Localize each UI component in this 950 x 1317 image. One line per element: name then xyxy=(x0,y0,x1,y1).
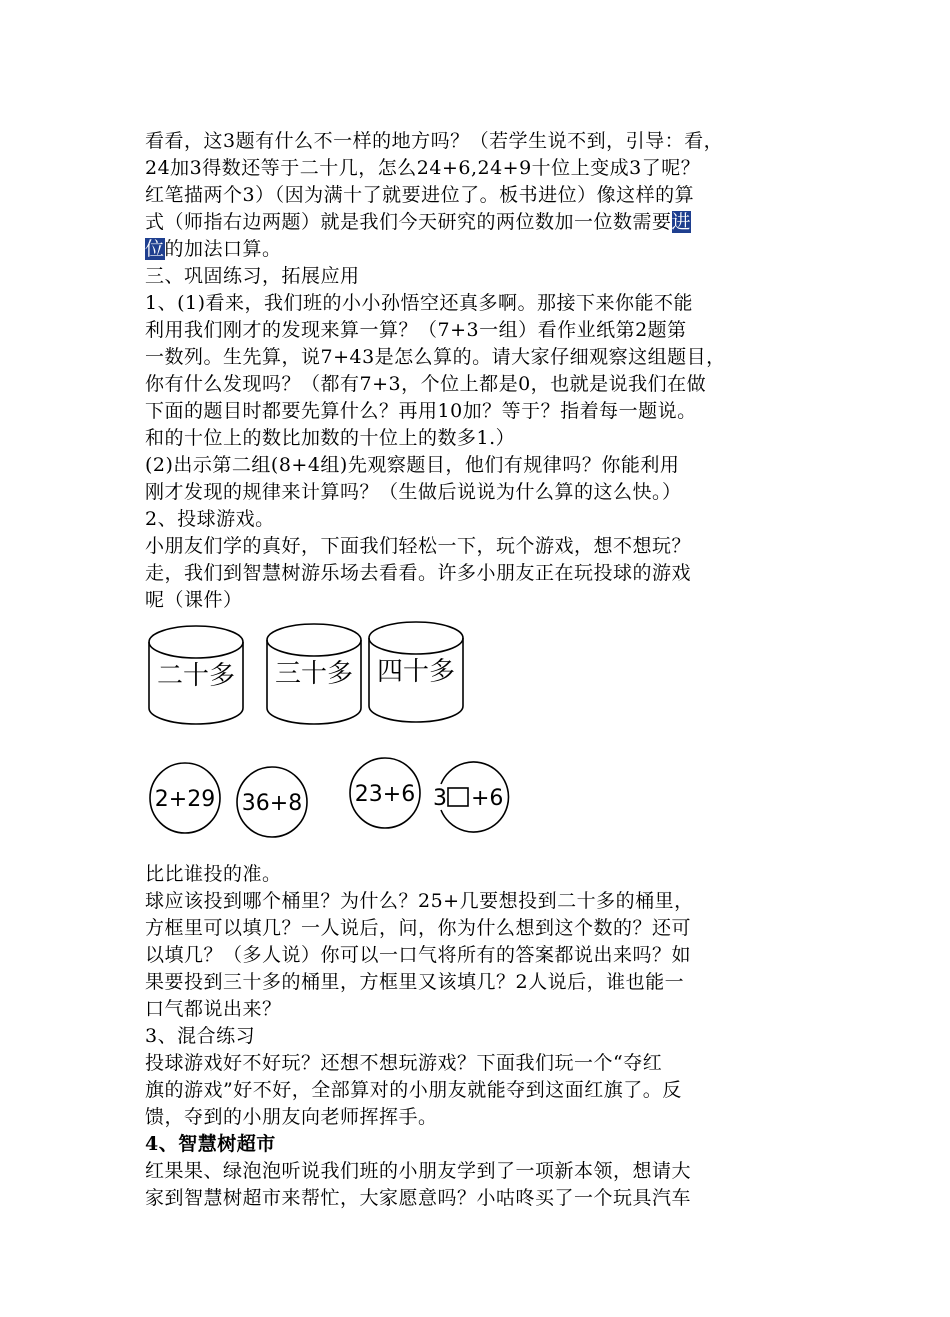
bucket-label: 二十多 xyxy=(156,661,236,691)
paragraph-line: 球应该投到哪个桶里？为什么？25+几要想投到二十多的桶里， xyxy=(145,890,694,912)
paragraph-line: 利用我们刚才的发现来算一算？（7+3一组）看作业纸第2题第 xyxy=(145,319,687,341)
paragraph-line: 下面的题目时都要先算什么？再用10加？等于？指着每一题说。 xyxy=(145,400,697,422)
blank-box xyxy=(448,788,468,806)
paragraph-line: 以填几？（多人说）你可以一口气将所有的答案都说出来吗？如 xyxy=(145,944,692,966)
paragraph-line: 小朋友们学的真好，下面我们轻松一下，玩个游戏，想不想玩？ xyxy=(145,535,692,557)
ball-label: 3 xyxy=(433,786,447,811)
paragraph-line: 1、(1)看来，我们班的小小孙悟空还真多啊。那接下来你能不能 xyxy=(145,292,694,314)
highlighted-text: 进 xyxy=(671,211,692,233)
paragraph-line: 红果果、绿泡泡听说我们班的小朋友学到了一项新本领，想请大 xyxy=(145,1160,692,1182)
paragraph-line xyxy=(145,209,825,236)
ball-label: 2+29 xyxy=(154,787,216,812)
paragraph-text: 的加法口算。 xyxy=(164,238,282,260)
paragraph-line: 投球游戏好不好玩？还想不想玩游戏？下面我们玩一个“夺红 xyxy=(145,1052,663,1074)
section-heading: 三、巩固练习，拓展应用 xyxy=(145,265,360,287)
section-heading: 3、混合练习 xyxy=(145,1025,256,1047)
paragraph-line: 一数列。生先算，说7+43是怎么算的。请大家仔细观察这组题目， xyxy=(145,346,726,368)
ball-toss-illustration xyxy=(145,616,705,861)
bucket-label: 三十多 xyxy=(274,659,354,689)
ball-label: +6 xyxy=(471,786,504,811)
document-page xyxy=(145,128,825,1212)
paragraph-line: 刚才发现的规律来计算吗？（生做后说说为什么算的这么快。） xyxy=(145,481,682,503)
paragraph-line: 走，我们到智慧树游乐场去看看。许多小朋友正在玩投球的游戏 xyxy=(145,562,692,584)
paragraph-line: 你有什么发现吗？（都有7+3，个位上都是0，也就是说我们在做 xyxy=(145,373,707,395)
bucket-label: 四十多 xyxy=(376,657,456,687)
paragraph-line: 家到智慧树超市来帮忙，大家愿意吗？小咕咚买了一个玩具汽车 xyxy=(145,1187,692,1209)
paragraph-line: 2、投球游戏。 xyxy=(145,508,275,530)
paragraph-line: 呢（课件） xyxy=(145,589,243,611)
paragraph-line: 红笔描两个3）（因为满十了就要进位了。板书进位）像这样的算 xyxy=(145,184,695,206)
highlighted-text: 位 xyxy=(145,238,165,260)
paragraph-line: 比比谁投的准。 xyxy=(145,863,282,885)
paragraph-line: 口气都说出来？ xyxy=(145,998,282,1020)
paragraph-line: 24加3得数还等于二十几，怎么24+6,24+9十位上变成3了呢？ xyxy=(145,157,701,179)
ball-toss-figure xyxy=(145,616,825,861)
paragraph-line: 和的十位上的数比加数的十位上的数多1.） xyxy=(145,427,516,449)
paragraph-line xyxy=(145,236,825,263)
paragraph-line: 看看，这3题有什么不一样的地方吗？（若学生说不到，引导：看， xyxy=(145,130,724,152)
ball-label: 36+8 xyxy=(241,791,303,816)
paragraph-line: (2)出示第二组(8+4组)先观察题目，他们有规律吗？你能利用 xyxy=(145,454,680,476)
paragraph-line: 方框里可以填几？一人说后，问，你为什么想到这个数的？还可 xyxy=(145,917,692,939)
paragraph-line: 果要投到三十多的桶里，方框里又该填几？2人说后，谁也能一 xyxy=(145,971,685,993)
paragraph-line: 馈，夺到的小朋友向老师挥挥手。 xyxy=(145,1106,438,1128)
paragraph-line: 旗的游戏”好不好，全部算对的小朋友就能夺到这面红旗了。反 xyxy=(145,1079,682,1101)
ball-label: 23+6 xyxy=(354,782,416,807)
section-heading: 4、智慧树超市 xyxy=(145,1133,276,1155)
paragraph-text: 式（师指右边两题）就是我们今天研究的两位数加一位数需要 xyxy=(145,211,672,233)
